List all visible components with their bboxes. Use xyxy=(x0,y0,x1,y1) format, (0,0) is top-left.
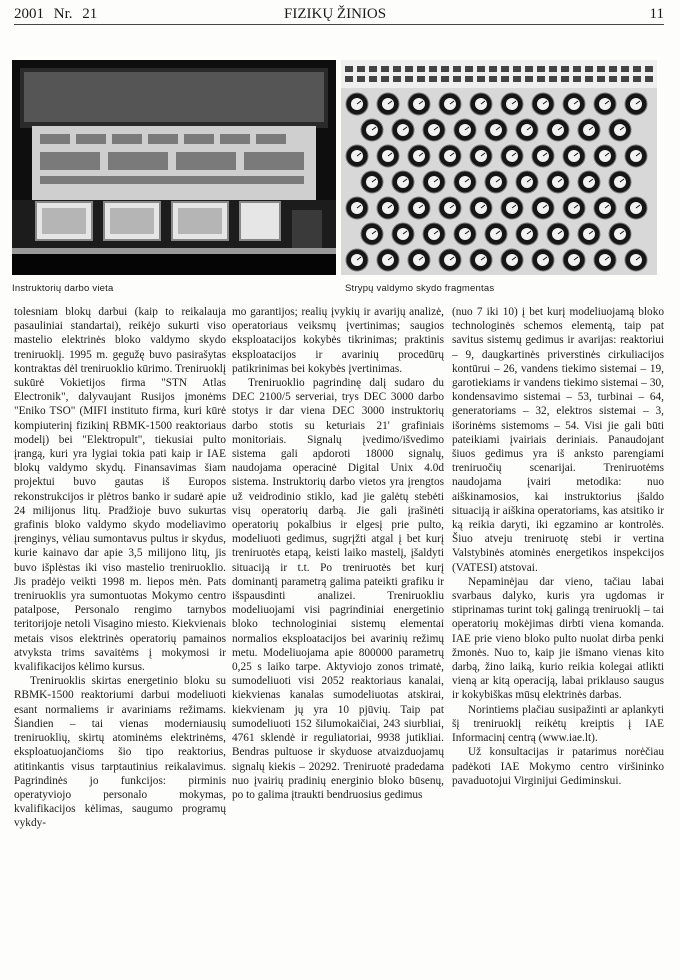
panel-indicator xyxy=(477,66,485,72)
panel-indicator xyxy=(381,76,389,82)
panel-indicator xyxy=(417,76,425,82)
panel-indicator xyxy=(501,66,509,72)
panel-indicator xyxy=(465,66,473,72)
running-header xyxy=(14,4,664,25)
panel-indicator xyxy=(501,76,509,82)
panel-indicator xyxy=(441,76,449,82)
panel-indicator xyxy=(393,66,401,72)
panel-indicator xyxy=(585,76,593,82)
text-column-1 xyxy=(14,305,226,973)
issue-label: Nr. xyxy=(53,5,73,22)
text-column-3 xyxy=(452,305,664,973)
panel-indicator xyxy=(561,66,569,72)
paragraph: Treniruoklis skirtas energetinio bloku su RBMK-1500 reaktoriumi darbui modeliuoti esant normaliems ir avariniams režimams. Šiandien – tai vienas moderniausių treniruoklių, skirtų atominėms elektrinėms, eksploatuojančioms šio tipo reaktorius, atitinkantis visus tarptautinius reikalavimus. Pagrindinės jo funkcijos: pirminis operatyviojo personalo mokymas, kvalifikacijos kėlimas, saugumo programų vykdy- xyxy=(14,675,226,830)
paragraph: (nuo 7 iki 10) į bet kurį modeliuojamą bloko technologinės schemos elementą, taip pat savitus sistemų gedimus ir avarijas: reaktoriui – 9, daugkartinės priverstinės cirkuliacijos kontūrui – 26, vandens tiekimo sistemai – 19, garotiekiams ir vandens tiekimo sistemai – 30, kondensavimo sistemai – 53, turbinai – 64, generatoriams – 32, elektros sistemai – 3, išorinėms sistemoms – 54. Visi jie gali būti pateikiami įvairiais deriniais. Panaudojant šiuos gedimus yra iš anksto parengiami treniruočių scenarijai. Treniruotėms naudojama įvairi metodika: nuo aiškinamosios, kai instruktorius įšaldo situaciją ir aiškina operatoriams, kas atsitiko ir ką reikia daryti, iki egzamino ar kontrolės. Šiuo atveju treniruotę stebi ir vertina Valstybinės atominės energetikos inspekcijos (VATESI) atstovai. xyxy=(452,306,664,574)
panel-indicator xyxy=(465,76,473,82)
paragraph: Treniruoklio pagrindinę dalį sudaro du DEC 2100/5 serveriai, trys DEC 3000 darbo stotys ir dar viena DEC 3000 instruktorių darbo stotis su keturiais 21' grafiniais monitoriais. Signalų įvedimo/išvedimo sistema gali apdoroti 18000 signalų, naudojama operacinė Digital Unix 4.0d sistema. Instruktorių darbo vietos yra įrengtos už veidrodinio stiklo, kad jie galėtų stebėti visų operatorių darbą. Jie gali įrašinėti operatorių pokalbius ir elgesį prie pulto, modeliuoti gedimus, sugrįžti atgal į bet kurį treniruotės etapą, keisti laiko mastelį, įšaldyti situaciją ir t.t. Po treniruotės bet kurį dominantį parametrą galima pateikti grafiku ir išspausdinti analizei. Treniruokliu modeliuojami visi pagrindiniai energetinio bloko technologiniai sistemų elementai normalios eksploatacijos bei avarinių režimų metu. Modeliuojama apie 800000 parametrų 0,25 s laiko tarpe. Aktyviojo zonos trimatė, sumodeliuoti visi 2052 reaktoriaus kanalai, kiekvienas kanalas sumodeliuotas atskirai, kiekvienam jų yra 10 pjūvių. Taip pat sumodeliuoti 152 šilumokaičiai, 243 siurbliai, 4761 sklendė ir reguliatoriai, 9938 jutikliai. Bendras pultuose ir skyduose atvaizduojamų signalų kiekis – 20292. Treniruotė pradedama nuo įvairių pradinių energinio bloko būsenų, po to galima įtraukti bendruosius gedimus xyxy=(232,377,444,801)
photo-rod-control-panel xyxy=(341,60,657,275)
panel-indicator xyxy=(453,76,461,82)
panel-indicator xyxy=(525,76,533,82)
panel-indicator xyxy=(633,76,641,82)
panel-indicator xyxy=(393,76,401,82)
panel-indicator xyxy=(489,76,497,82)
issue-info xyxy=(14,6,103,23)
journal-title: FIZIKŲ ŽINIOS xyxy=(284,5,387,22)
panel-indicator xyxy=(573,76,581,82)
paragraph: Už konsultacijas ir patarimus norėčiau padėkoti IAE Mokymo centro viršininko pavaduotojui Virginijui Gediminskui. xyxy=(452,746,664,787)
panel-indicator xyxy=(537,76,545,82)
panel-indicator xyxy=(597,76,605,82)
paragraph: Norintiems plačiau susipažinti ar aplankyti šį treniruoklį reikėtų kreiptis į IAE Informacinį centrą (www.iae.lt). xyxy=(452,703,664,745)
panel-indicator xyxy=(489,66,497,72)
panel-indicator xyxy=(357,76,365,82)
panel-indicator xyxy=(369,76,377,82)
panel-indicator xyxy=(549,66,557,72)
panel-indicator xyxy=(609,76,617,82)
panel-indicator xyxy=(609,66,617,72)
panel-indicator xyxy=(405,76,413,82)
panel-indicator xyxy=(381,66,389,72)
photo-instructor-workstation xyxy=(12,60,336,275)
paragraph: tolesniam blokų darbui (kaip to reikalauja pasauliniai standartai), reikėjo sukurti viso mastelio elektrinės bloko valdymo skydo treniruoklį. 1995 m. gegužę buvo pasirašytas kontraktas dėl treniruoklio kūrimo. Treniruoklį sukūrė Vokietijos firma "STN Atlas Electronik", dalyvaujant Rusijos įmonėms "Eniko TSO" (MIFI instituto firma, kuri kūrė kompiuterinį fizikinį RBMK-1500 reaktoriaus modelį) bei "Elektropult", tiekusiai pulto įrangą, kuri yra lygiai tokia pati kaip ir IAE blokų valdymo skydų. Finansavimas šiam projektui buvo gautas iš Europos rekonstrukcijos ir plėtros banko ir sudarė apie 24 milijonus litų. Pradžioje buvo sukurtas grafinis bloko valdymo skydo modeliavimo įrenginys, vėliau sumontavus pultus ir skydus, kurie kainavo dar apie 3,5 milijono litų, jis buvo išplėstas iki viso mastelio treniruoklio. Jis pradėjo veikti 1998 m. liepos mėn. Pats treniruoklis yra sumontuotas Mokymo centro patalpose, Personalo rengimo tarnybos teritorijoje netoli Visagino miesto. Kiekvienais metais visos elektrinės operatorių pamainos atvyksta trims savaitėms į mokymosi ir kvalifikacijos kėlimo kursus. xyxy=(14,306,226,674)
panel-indicator xyxy=(453,66,461,72)
year: 2001 xyxy=(14,5,44,22)
issue-number: 21 xyxy=(82,5,98,22)
panel-indicator xyxy=(477,76,485,82)
paragraph: Nepaminėjau dar vieno, tačiau labai svarbaus dalyko, kuris yra ugdomas ir stiprinamas turint tokį galingą treniruoklį – tai operatorių mokėjimas dirbti viena komanda. IAE prie vieno bloko pulto nuolat dirba penki žmonės. Nuo to, kaip jie išmano vienas kito darbą, žino laiką, kurio reikia kolegai atlikti vieną ar kitą operaciją, labai priklauso saugus ir kokybiškas mūsų elektrinės darbas. xyxy=(452,575,664,702)
panel-indicator xyxy=(573,66,581,72)
panel-indicator xyxy=(345,66,353,72)
panel-indicator xyxy=(597,66,605,72)
panel-indicator xyxy=(549,76,557,82)
panel-indicator xyxy=(513,66,521,72)
rod-control-panel-image xyxy=(341,60,657,275)
panel-indicator xyxy=(537,66,545,72)
panel-indicator xyxy=(405,66,413,72)
instructor-workstation-image xyxy=(12,60,336,275)
paragraph: mo garantijos; realių įvykių ir avarijų analizė, operatoriaus veiksmų įvertinimas; saugios eksploatacijos kokybės tikrinimas; praktinis eksploatacijos ir avarinių procedūrų patikrinimas bei kokybės įvertinimas. xyxy=(232,306,444,375)
panel-indicator xyxy=(645,66,653,72)
panel-indicator xyxy=(345,76,353,82)
panel-indicator xyxy=(633,66,641,72)
panel-indicator xyxy=(429,66,437,72)
panel-indicator xyxy=(513,76,521,82)
panel-indicator xyxy=(585,66,593,72)
panel-indicator xyxy=(357,66,365,72)
panel-indicator xyxy=(417,66,425,72)
text-column-2 xyxy=(232,305,444,973)
panel-indicator xyxy=(561,76,569,82)
panel-indicator xyxy=(645,76,653,82)
panel-indicator xyxy=(621,76,629,82)
page-number: 11 xyxy=(649,5,664,22)
panel-indicator xyxy=(441,66,449,72)
figure-caption-left: Instruktorių darbo vieta xyxy=(12,283,114,294)
panel-indicator xyxy=(429,76,437,82)
figure-caption-right: Strypų valdymo skydo fragmentas xyxy=(345,283,495,294)
panel-indicator xyxy=(525,66,533,72)
panel-indicator xyxy=(621,66,629,72)
panel-indicator xyxy=(369,66,377,72)
